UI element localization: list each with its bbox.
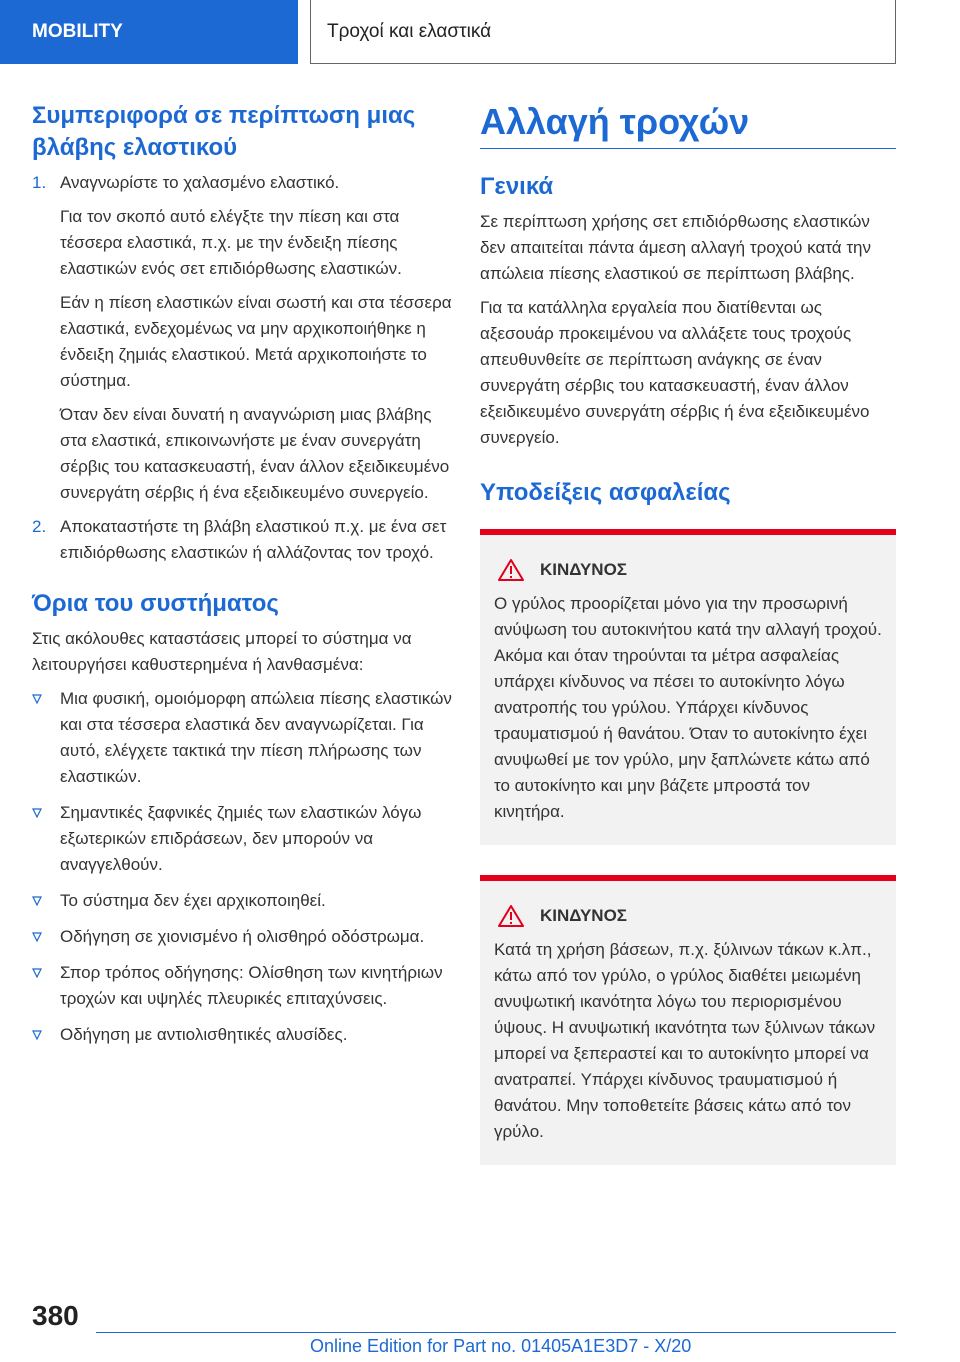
step-text: Εάν η πίεση ελαστικών είναι σωστή και στα τέσσερα ελαστικά, ενδεχομένως να μην αρχικοποιήθηκε η ένδειξη ζημιάς ελαστικού. Μετά αρχικοποιήστε το σύστημα. <box>60 293 452 390</box>
list-item-text: Μια φυσική, ομοιόμορφη απώλεια πίεσης ελαστικών και στα τέσσερα ελαστικά δεν αναγνωρίζεται. Για αυτό, ελέγχετε τακτικά την πίεση πλήρωσης των ελαστικών. <box>60 689 452 786</box>
list-item-text: Σημαντικές ξαφνικές ζημιές των ελαστικών λόγω εξωτερικών επιδράσεων, δεν μπορούν να αναγγελθούν. <box>60 803 422 874</box>
limits-intro: Στις ακόλουθες καταστάσεις μπορεί το σύστημα να λειτουργήσει καθυστερημένα ή λανθασμένα: <box>32 629 412 674</box>
footer-divider <box>96 1332 896 1333</box>
general-paragraph: Σε περίπτωση χρήσης σετ επιδιόρθωσης ελαστικών δεν απαιτείται πάντα άμεση αλλαγή τροχού κατά την απώλεια πίεσης ελαστικού σε περίπτωση βλάβης. <box>480 212 871 283</box>
list-item <box>32 1022 452 1048</box>
bullet-triangle-icon <box>32 932 42 942</box>
list-item-text: Σπορ τρόπος οδήγησης: Ολίσθηση των κινητήριων τροχών και υψηλές πλευρικές επιταχύνσεις. <box>60 963 443 1008</box>
warning-header <box>494 557 882 583</box>
danger-warning-box <box>480 875 896 1165</box>
section-heading-safety: Υποδείξεις ασφαλείας <box>480 479 731 506</box>
step-text: Αποκαταστήστε τη βλάβη ελαστικού π.χ. με ένα σετ επιδιόρθωσης ελαστικών ή αλλάζοντας τον τροχό. <box>60 517 447 562</box>
bullet-triangle-icon <box>32 694 42 704</box>
section-heading-tire-failure: Συμπεριφορά σε περίπτωση μιας βλάβης ελαστικού <box>32 102 416 161</box>
list-item <box>32 924 452 950</box>
warning-header <box>494 903 882 929</box>
warning-triangle-icon <box>498 558 524 582</box>
warning-text: Κατά τη χρήση βάσεων, π.χ. ξύλινων τάκων κ.λπ., κάτω από τον γρύλο, ο γρύλος διαθέτει μειωμένη ανυψωτική ικανότητα λόγω του περιορισμένου ύψους. Η ανυψωτική ικανότητα των ξύλινων τάκων μπορεί να ξεπεραστεί και το αυτοκίνητο μπορεί να ανατραπεί. Υπάρχει κίνδυνος τραυματισμού ή θανάτου. Μην τοποθετείτε βάσεις κάτω από τον γρύλο. <box>494 940 876 1141</box>
section-tab-mobility[interactable] <box>0 0 298 64</box>
page-number: 380 <box>32 1300 79 1331</box>
section-tab-label: MOBILITY <box>32 21 123 42</box>
right-column <box>480 100 896 1165</box>
page-title: Αλλαγή τροχών <box>480 100 896 149</box>
warning-triangle-icon <box>498 904 524 928</box>
list-item-text: Οδήγηση με αντιολισθητικές αλυσίδες. <box>60 1025 348 1044</box>
general-paragraph: Για τα κατάλληλα εργαλεία που διατίθενται ως αξεσουάρ προκειμένου να αλλάξετε τους τροχούς απευθυνθείτε σε περίπτωση ανάγκης σε έναν συνεργάτη σέρβις του κατασκευαστή, έναν άλλον εξειδικευμένο συνεργάτη σέρβις ή ένα εξειδικευμένο συνεργείο. <box>480 298 870 447</box>
step-text: Όταν δεν είναι δυνατή η αναγνώριση μιας βλάβης στα ελαστικά, επικοινωνήστε με έναν συνεργάτη σέρβις του κατασκευαστή, έναν άλλον εξειδικευμένο συνεργάτη σέρβις ή ένα εξειδικευμένο συνεργείο. <box>60 405 450 502</box>
steps-list <box>32 170 452 566</box>
bullet-triangle-icon <box>32 896 42 906</box>
list-item <box>32 686 452 790</box>
bullet-triangle-icon <box>32 808 42 818</box>
edition-note: Online Edition for Part no. 01405A1E3D7 - X/20 <box>310 1336 692 1356</box>
step-text: Για τον σκοπό αυτό ελέγξτε την πίεση και στα τέσσερα ελαστικά, π.χ. με την ένδειξη πίεσης ελαστικών ενός σετ επιδιόρθωσης ελαστικών. <box>60 207 402 278</box>
list-item <box>32 800 452 878</box>
section-heading-system-limits: Όρια του συστήματος <box>32 590 279 617</box>
chapter-title: Τροχοί και ελαστικά <box>327 20 492 42</box>
chapter-title-bar <box>310 0 896 64</box>
bullet-triangle-icon <box>32 968 42 978</box>
list-item-text: Οδήγηση σε χιονισμένο ή ολισθηρό οδόστρωμα. <box>60 927 425 946</box>
step-number: 1. <box>32 173 47 192</box>
list-item-text: Το σύστημα δεν έχει αρχικοποιηθεί. <box>60 891 326 910</box>
section-heading-general: Γενικά <box>480 173 554 200</box>
warning-title: ΚΙΝΔΥΝΟΣ <box>540 906 627 925</box>
step-text: Αναγνωρίστε το χαλασμένο ελαστικό. <box>60 173 340 192</box>
list-item <box>32 960 452 1012</box>
step-item <box>32 514 452 566</box>
limits-list <box>32 686 452 1048</box>
warning-title: ΚΙΝΔΥΝΟΣ <box>540 560 627 579</box>
step-number: 2. <box>32 517 47 536</box>
list-item <box>32 888 452 914</box>
danger-warning-box <box>480 529 896 845</box>
bullet-triangle-icon <box>32 1030 42 1040</box>
warning-text: Ο γρύλος προορίζεται μόνο για την προσωρινή ανύψωση του αυτοκινήτου κατά την αλλαγή τροχού. Ακόμα και όταν τηρούνται τα μέτρα ασφαλείας υπάρχει κίνδυνος να πέσει το αυτοκίνητο λόγω ανατροπής του γρύλου. Υπάρχει κίνδυνος τραυματισμού ή θανάτου. Όταν το αυτοκίνητο έχει ανυψωθεί με τον γρύλο, μην ξαπλώνετε κάτω από το αυτοκίνητο και μην βάζετε μπροστά τον κινητήρα. <box>494 594 882 821</box>
left-column <box>32 100 452 1058</box>
step-item <box>32 170 452 506</box>
